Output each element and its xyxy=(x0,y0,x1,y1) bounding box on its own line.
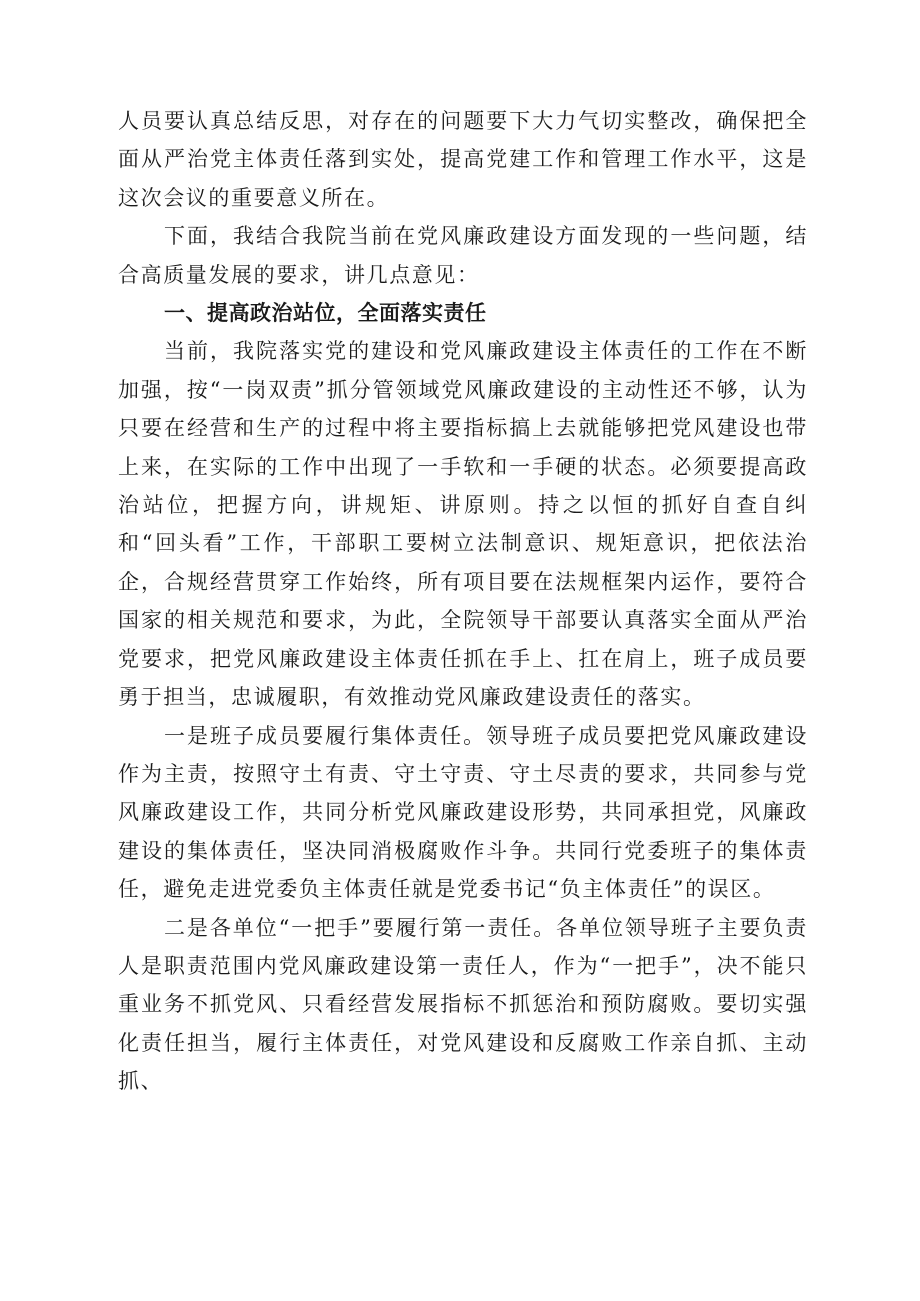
paragraph-intro-continuation: 人员要认真总结反思，对存在的问题要下大力气切实整改，确保把全面从严治党主体责任落到实处，提高党建工作和管理工作水平，这是这次会议的重要意义所在。 xyxy=(118,109,808,210)
paragraph-point-1: 一是班子成员要履行集体责任。领导班子成员要把党风廉政建设作为主责，按照守土有责、守土守责、守土尽责的要求，共同参与党风廉政建设工作，共同分析党风廉政建设形势，共同承担党，风廉政建设的集体责任，坚决同消极腐败作斗争。共同行党委班子的集体责任，避免走进党委负主体责任就是党委书记“负主体责任”的误区。 xyxy=(118,723,808,902)
paragraph-point-2: 二是各单位“一把手”要履行第一责任。各单位领导班子主要负责人是职责范围内党风廉政建设第一责任人，作为“一把手”，决不能只重业务不抓党风、只看经营发展指标不抓惩治和预防腐败。要切实强化责任担当，履行主体责任，对党风建设和反腐败工作亲自抓、主动抓、 xyxy=(118,915,808,1094)
paragraph-section-1-body: 当前，我院落实党的建设和党风廉政建设主体责任的工作在不断加强，按“一岗双责”抓分管领域党风廉政建设的主动性还不够，认为只要在经营和生产的过程中将主要指标搞上去就能够把党风建设也带上来，在实际的工作中出现了一手软和一手硬的状态。必须要提高政治站位，把握方向，讲规矩、讲原则。持之以恒的抓好自查自纠和“回头看”工作，干部职工要树立法制意识、规矩意识，把依法治企，合规经营贯穿工作始终，所有项目要在法规框架内运作，要符合国家的相关规范和要求，为此，全院领导干部要认真落实全面从严治党要求，把党风廉政建设主体责任抓在手上、扛在肩上，班子成员要勇于担当，忠诚履职，有效推动党风廉政建设责任的落实。 xyxy=(118,339,808,710)
document-body xyxy=(118,102,808,1101)
section-heading-1: 一、提高政治站位，全面落实责任 xyxy=(164,301,487,326)
paragraph-transition: 下面，我结合我院当前在党风廉政建设方面发现的一些问题，结合高质量发展的要求，讲几点意见： xyxy=(118,224,808,287)
